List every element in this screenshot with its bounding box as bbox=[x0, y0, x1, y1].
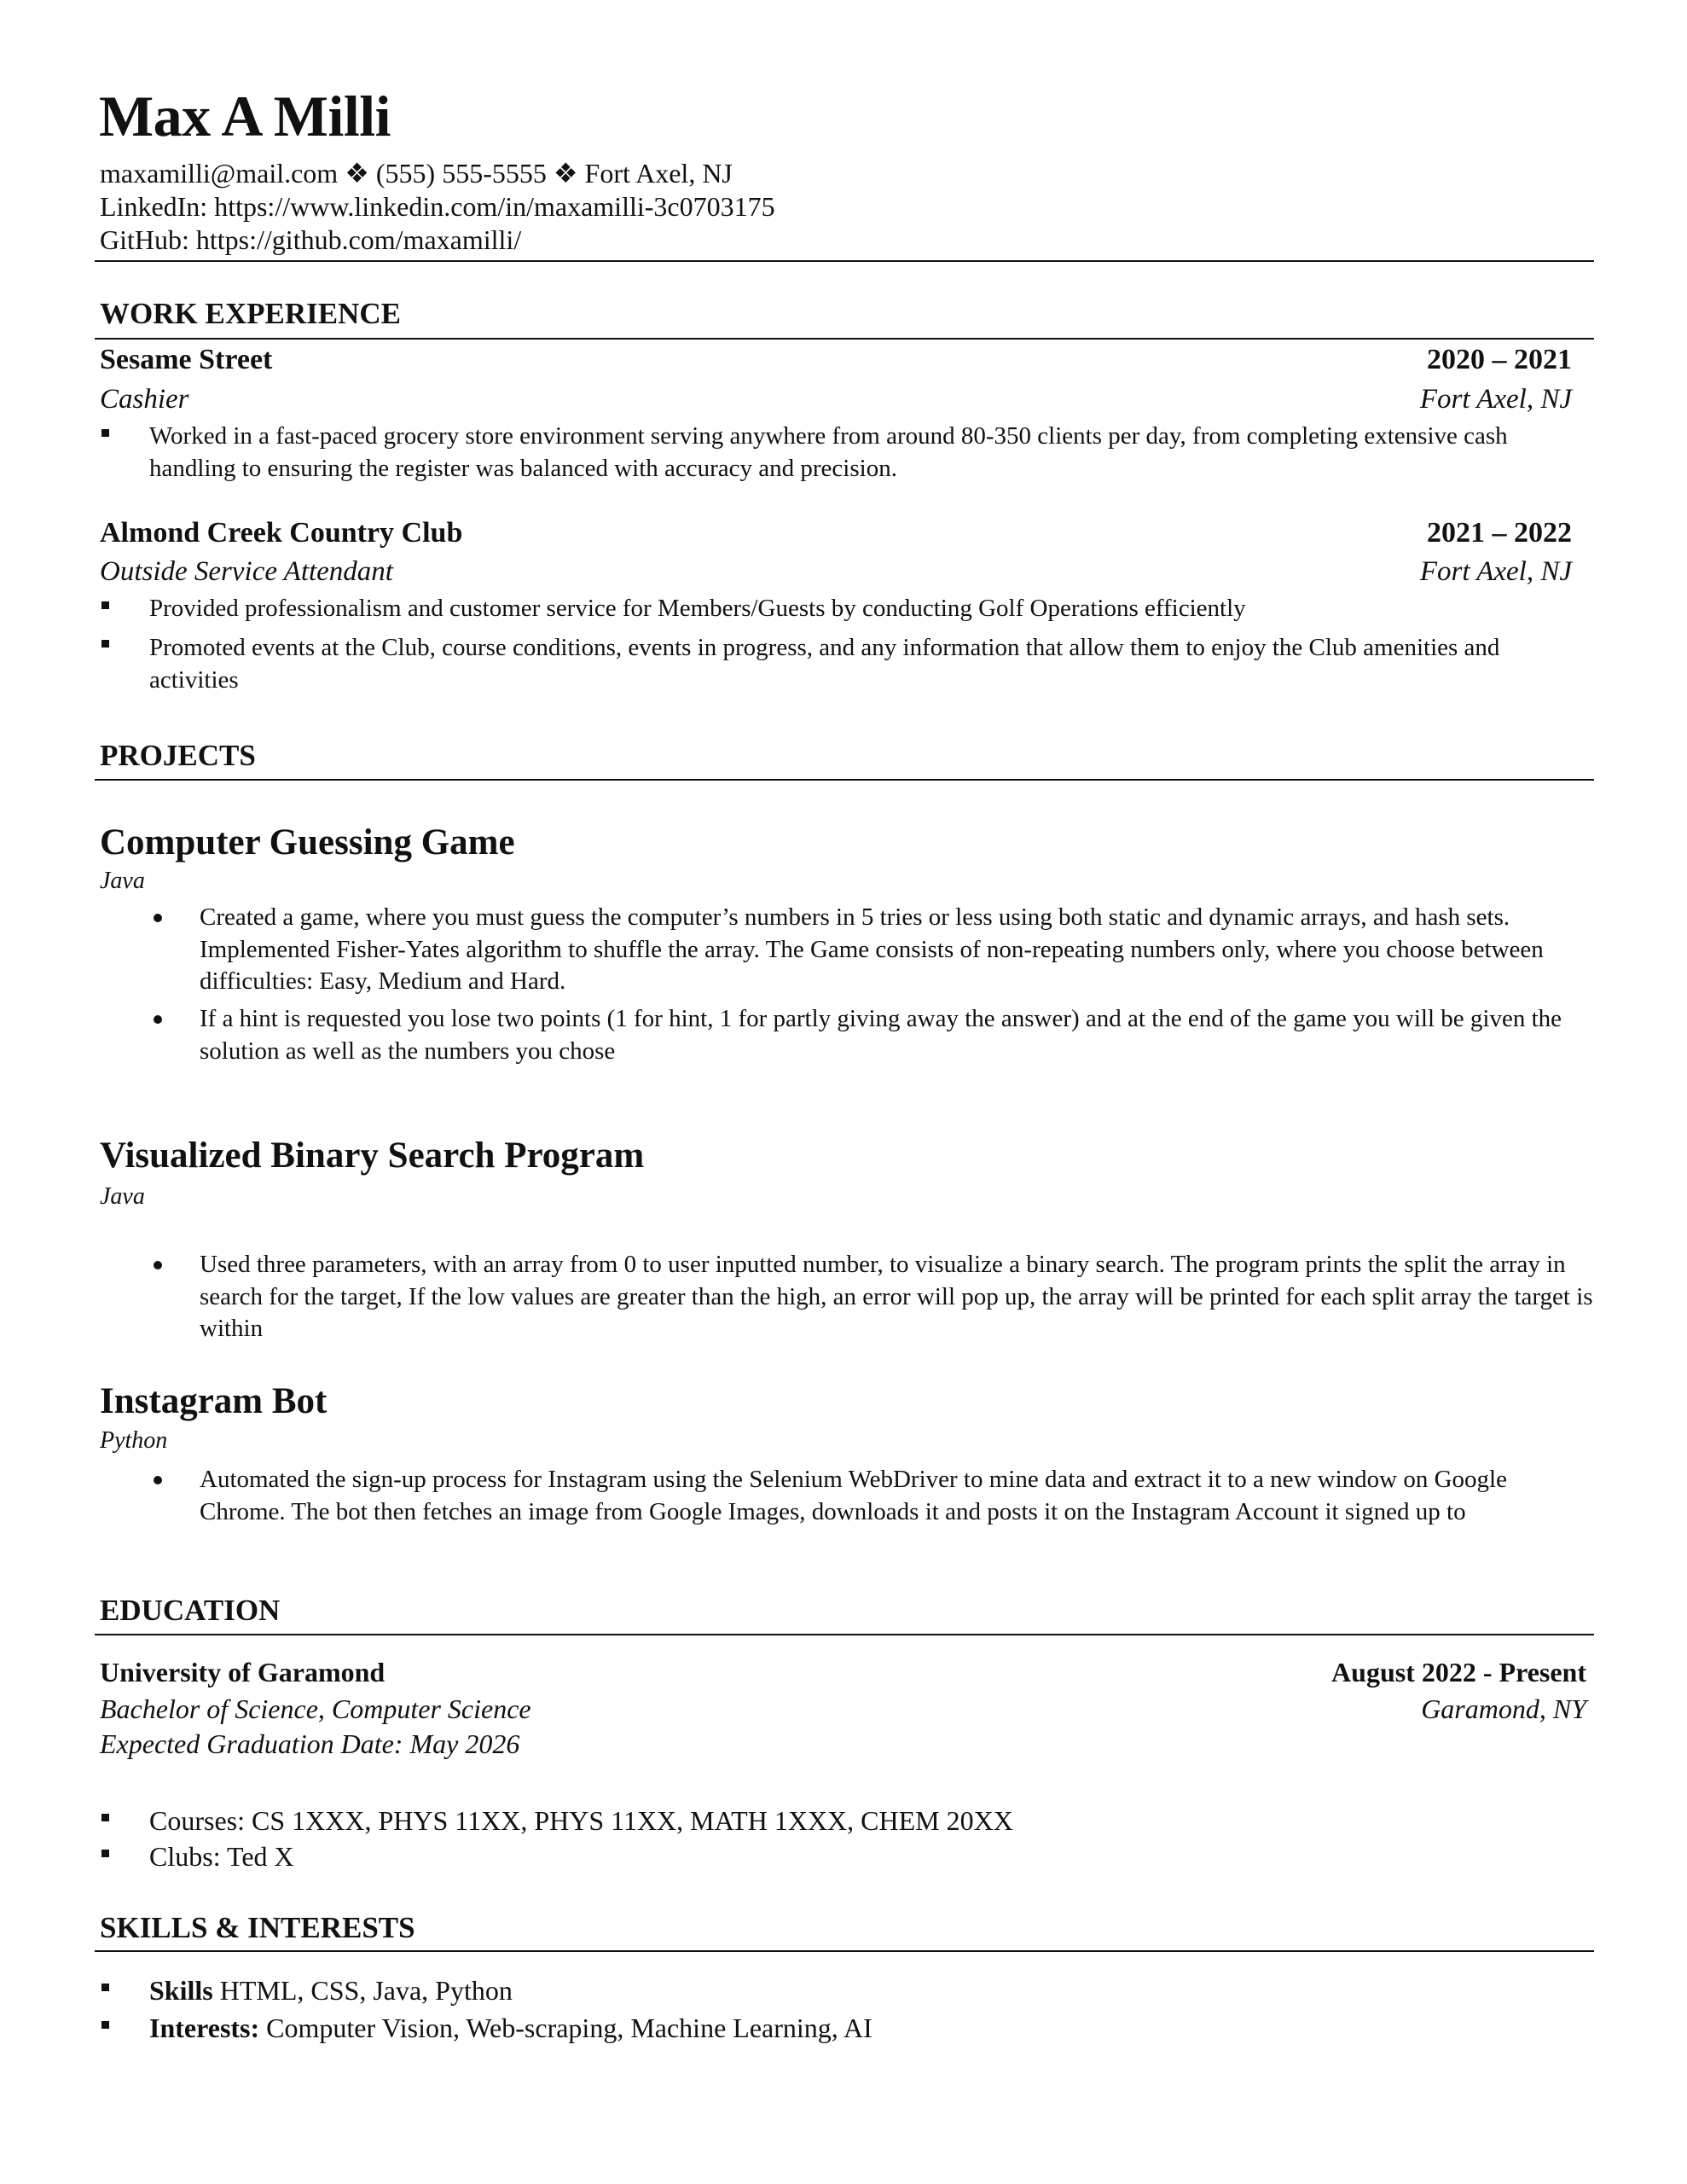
section-divider bbox=[95, 779, 1594, 781]
job-location: Fort Axel, NJ bbox=[1419, 556, 1572, 587]
job-org: Almond Creek Country Club bbox=[100, 517, 463, 549]
section-title-skills: SKILLS & INTERESTS bbox=[100, 1911, 415, 1944]
graduation-date: Expected Graduation Date: May 2026 bbox=[100, 1728, 520, 1759]
education-dates: August 2022 - Present bbox=[1331, 1657, 1586, 1687]
project-bullet: Automated the sign-up process for Instagram using the Selenium WebDriver to mine data and extract it to a new window on Google Chrome. The bot then fetches an image from Google Images, downloads it and posts it on the Instagram Account it signed up to bbox=[200, 1466, 1507, 1525]
square-bullet-icon bbox=[101, 1814, 109, 1821]
section-title-work: WORK EXPERIENCE bbox=[100, 297, 401, 330]
project-language: Java bbox=[100, 1183, 145, 1210]
interests-value: Computer Vision, Web-scraping, Machine Learning, AI bbox=[259, 2013, 872, 2043]
linkedin-link: LinkedIn: https://www.linkedin.com/in/maxamilli-3c0703175 bbox=[100, 191, 775, 222]
resume-name: Max A Milli bbox=[99, 84, 391, 148]
project-name: Computer Guessing Game bbox=[100, 822, 515, 863]
job-bullet: Worked in a fast-paced grocery store environment serving anywhere from around 80-350 clients per day, from completing extensive cash handling to ensuring the register was balanced with accuracy and precision. bbox=[149, 422, 1508, 482]
job-role: Cashier bbox=[100, 384, 189, 415]
location: Fort Axel, NJ bbox=[584, 158, 733, 189]
degree: Bachelor of Science, Computer Science bbox=[100, 1693, 531, 1724]
education-bullet: Courses: CS 1XXX, PHYS 11XX, PHYS 11XX, MATH 1XXX, CHEM 20XX bbox=[149, 1805, 1013, 1836]
job-dates: 2021 – 2022 bbox=[1427, 517, 1572, 549]
project-language: Python bbox=[100, 1427, 168, 1454]
square-bullet-icon bbox=[101, 640, 109, 648]
job-bullet: Promoted events at the Club, course conditions, events in progress, and any information that allow them to enjoy the Club amenities and activities bbox=[149, 634, 1500, 694]
round-bullet-icon bbox=[154, 1476, 162, 1484]
job-bullet: Provided professionalism and customer service for Members/Guests by conducting Golf Operations efficiently bbox=[149, 595, 1246, 622]
contact-line bbox=[100, 157, 733, 190]
square-bullet-icon bbox=[101, 1850, 109, 1857]
phone: (555) 555-5555 bbox=[375, 158, 547, 189]
section-divider bbox=[95, 338, 1594, 340]
square-bullet-icon bbox=[101, 1984, 109, 1991]
project-bullet: Used three parameters, with an array from 0 to user inputted number, to visualize a binary search. The program prints the split the array in search for the target, If the low values are greater than the high, an error will pop up, the array will be printed for each split array the target is within bbox=[200, 1251, 1593, 1342]
job-dates: 2020 – 2021 bbox=[1427, 344, 1572, 375]
skills-value: HTML, CSS, Java, Python bbox=[212, 1975, 513, 2006]
section-title-education: EDUCATION bbox=[100, 1594, 281, 1627]
project-language: Java bbox=[100, 868, 145, 894]
project-name: Instagram Bot bbox=[100, 1381, 328, 1421]
job-org: Sesame Street bbox=[100, 344, 273, 375]
interests-label: Interests: bbox=[149, 2013, 260, 2043]
project-name: Visualized Binary Search Program bbox=[100, 1136, 645, 1176]
job-location: Fort Axel, NJ bbox=[1419, 384, 1572, 415]
header-divider bbox=[95, 260, 1594, 262]
school-location: Garamond, NY bbox=[1421, 1693, 1586, 1724]
square-bullet-icon bbox=[101, 429, 109, 437]
school-name: University of Garamond bbox=[100, 1657, 386, 1687]
job-role: Outside Service Attendant bbox=[100, 556, 393, 587]
round-bullet-icon bbox=[154, 1015, 162, 1024]
interests-line bbox=[149, 2011, 872, 2045]
project-bullet: If a hint is requested you lose two points (1 for hint, 1 for partly giving away the answer) and at the end of the game you will be given the solution as well as the numbers you chose bbox=[200, 1005, 1562, 1065]
skills-line bbox=[149, 1973, 513, 2007]
email: maxamilli@mail.com bbox=[100, 158, 339, 189]
diamond-separator-icon: ❖ bbox=[553, 158, 578, 189]
round-bullet-icon bbox=[154, 914, 162, 922]
skills-label: Skills bbox=[149, 1975, 213, 2006]
square-bullet-icon bbox=[101, 2021, 109, 2029]
section-divider bbox=[95, 1950, 1594, 1952]
section-title-projects: PROJECTS bbox=[100, 739, 256, 772]
project-bullet: Created a game, where you must guess the computer’s numbers in 5 tries or less using both static and dynamic arrays, and hash sets. Implemented Fisher-Yates algorithm to shuffle the array. The Game consists of non-repeating numbers only, where you choose between difficulties: Easy, Medium and Hard. bbox=[200, 903, 1544, 995]
square-bullet-icon bbox=[101, 601, 109, 609]
section-divider bbox=[95, 1634, 1594, 1635]
round-bullet-icon bbox=[154, 1261, 162, 1269]
diamond-separator-icon: ❖ bbox=[345, 158, 369, 189]
education-bullet: Clubs: Ted X bbox=[149, 1841, 294, 1872]
github-link: GitHub: https://github.com/maxamilli/ bbox=[100, 224, 522, 255]
